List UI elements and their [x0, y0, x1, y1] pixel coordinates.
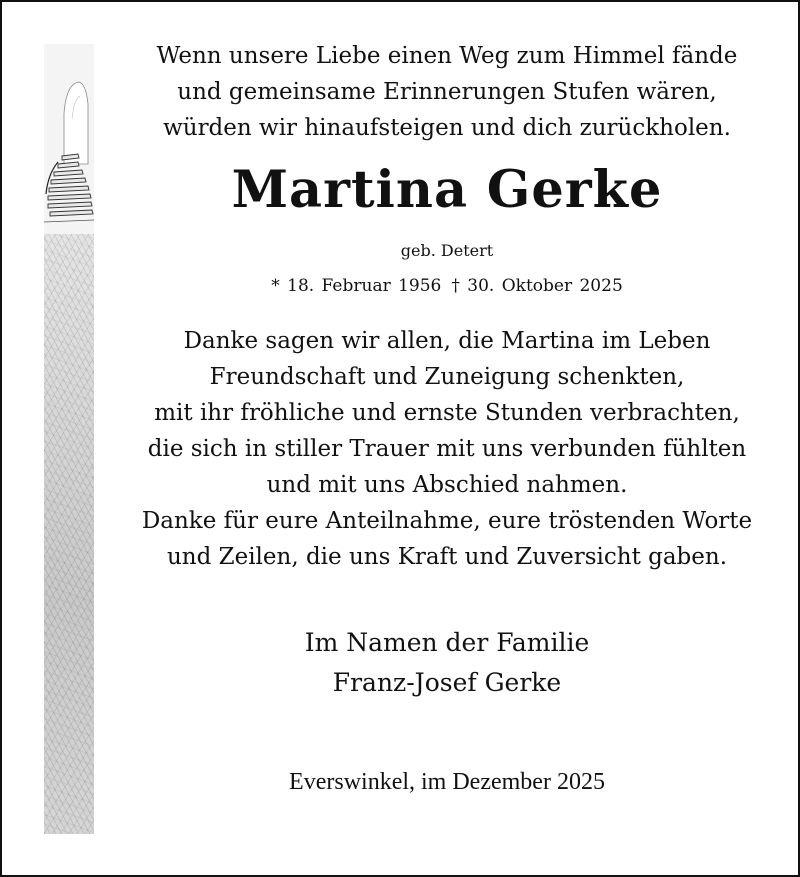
verse-line: würden wir hinaufsteigen und dich zurückholen. [163, 115, 731, 141]
thanks-line: Freundschaft und Zuneigung schenkten, [209, 364, 685, 390]
thanks-line: und Zeilen, die uns Kraft und Zuversicht gaben. [166, 544, 728, 570]
signature-line: Im Namen der Familie [304, 628, 590, 657]
memorial-verse [102, 38, 792, 146]
place-and-date: Everswinkel, im Dezember 2025 [289, 769, 605, 795]
verse-line: und gemeinsame Erinnerungen Stufen wären, [177, 79, 717, 105]
thanks-line: Danke für eure Anteilnahme, eure tröstenden Worte [141, 508, 753, 534]
birth-date: * 18. Februar 1956 [271, 276, 442, 296]
thanks-line: die sich in stiller Trauer mit uns verbunden fühlten [147, 436, 747, 462]
birth-name: geb. Detert [400, 241, 494, 260]
verse-line: Wenn unsere Liebe einen Weg zum Himmel fände [156, 43, 738, 69]
thanks-line: mit ihr fröhliche und ernste Stunden verbrachten, [154, 400, 740, 426]
death-date: † 30. Oktober 2025 [451, 276, 623, 296]
deceased-name: Martina Gerke [231, 160, 663, 220]
thank-you-message [102, 323, 792, 575]
thanks-line: und mit uns Abschied nahmen. [266, 472, 628, 498]
signature-line: Franz-Josef Gerke [332, 668, 562, 697]
obituary-text [102, 38, 792, 797]
staircase-strip-illustration [44, 44, 94, 834]
staircase-icon [44, 44, 94, 234]
family-signature [102, 623, 792, 703]
thanks-line: Danke sagen wir allen, die Martina im Leben [183, 328, 711, 354]
life-dates [102, 275, 792, 297]
